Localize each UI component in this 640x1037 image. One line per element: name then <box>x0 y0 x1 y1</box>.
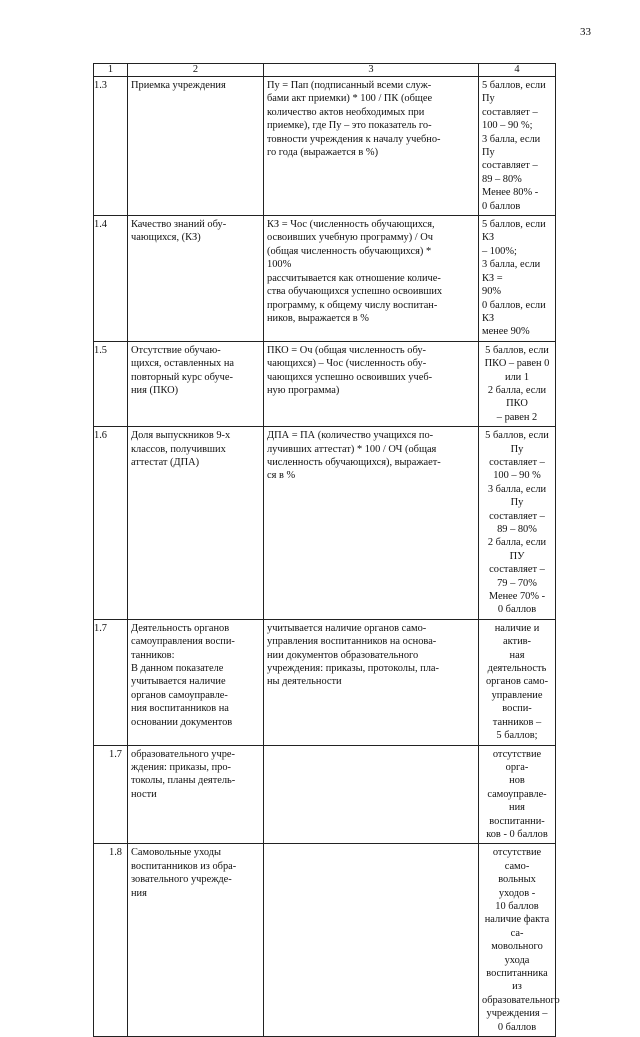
column-header: 2 <box>128 64 264 77</box>
table-row <box>94 77 556 216</box>
score-criteria: отсутствие само- вольных уходов - 10 баллов наличие факта са- мовольного ухода воспитанника из образовательного учреждения – 0 баллов <box>479 844 556 1037</box>
indicator-name: образовательного учре- ждения: приказы, про- токолы, планы деятель- ности <box>128 745 264 844</box>
table-header-row <box>94 64 556 77</box>
calculation-method <box>264 844 479 1037</box>
row-number: 1.7 <box>94 745 128 844</box>
indicator-name: Отсутствие обучаю- щихся, оставленных на повторный курс обуче- ния (ПКО) <box>128 341 264 426</box>
table-row <box>94 619 556 745</box>
row-number: 1.3 <box>94 77 128 216</box>
score-criteria: отсутствие орга- нов самоуправле- ния воспитанни- ков - 0 баллов <box>479 745 556 844</box>
indicator-name: Доля выпускников 9-х классов, получивших аттестат (ДПА) <box>128 427 264 620</box>
row-number: 1.6 <box>94 427 128 620</box>
indicator-name: Приемка учреждения <box>128 77 264 216</box>
calculation-method: ДПА = ПА (количество учащихся по- лучивших аттестат) * 100 / ОЧ (общая численность обучающихся), выражает- ся в % <box>264 427 479 620</box>
indicator-name: Качество знаний обу- чающихся, (КЗ) <box>128 216 264 342</box>
calculation-method <box>264 745 479 844</box>
column-header: 3 <box>264 64 479 77</box>
score-criteria: 5 баллов, если Пу составляет – 100 – 90 %; 3 балла, если Пу составляет – 89 – 80% Менее 80% - 0 баллов <box>479 77 556 216</box>
column-header: 1 <box>94 64 128 77</box>
table-row <box>94 216 556 342</box>
table-row <box>94 341 556 426</box>
row-number: 1.7 <box>94 619 128 745</box>
row-number: 1.8 <box>94 844 128 1037</box>
calculation-method: Пу = Пап (подписанный всеми служ- бами акт приемки) * 100 / ПК (общее количество актов необходимых при приемке), где Пу – это показатель го- товности учреждения к началу учебно- го года (выражается в %) <box>264 77 479 216</box>
score-criteria: наличие и актив- ная деятельность органов само- управление воспи- танников – 5 баллов; <box>479 619 556 745</box>
indicator-name: Самовольные уходы воспитанников из обра- зовательного учрежде- ния <box>128 844 264 1037</box>
row-number: 1.4 <box>94 216 128 342</box>
table-row <box>94 745 556 844</box>
column-header: 4 <box>479 64 556 77</box>
table-row <box>94 427 556 620</box>
indicator-name: Деятельность органов самоуправления воспи- танников: В данном показателе учитывается наличие органов самоуправле- ния воспитанников на основании документов <box>128 619 264 745</box>
calculation-method: учитывается наличие органов само- управления воспитанников на основа- нии документов образовательного учреждения: приказы, протоколы, пла- ны деятельности <box>264 619 479 745</box>
row-number: 1.5 <box>94 341 128 426</box>
score-criteria: 5 баллов, если ПКО – равен 0 или 1 2 балла, если ПКО – равен 2 <box>479 341 556 426</box>
score-criteria: 5 баллов, если КЗ – 100%; 3 балла, если КЗ = 90% 0 баллов, если КЗ менее 90% <box>479 216 556 342</box>
criteria-table <box>93 63 560 1037</box>
table-row <box>94 844 556 1037</box>
page-number: 33 <box>580 26 591 38</box>
calculation-method: КЗ = Чос (численность обучающихся, освоивших учебную программу) / Оч (общая численность обучающихся) * 100% рассчитывается как отношение количе- ства обучающихся успешно освоивших программу, к общему числу воспитан- ников, выражается в % <box>264 216 479 342</box>
score-criteria: 5 баллов, если Пу составляет – 100 – 90 % 3 балла, если Пу составляет – 89 – 80% 2 балла, если ПУ составляет – 79 – 70% Менее 70% - 0 баллов <box>479 427 556 620</box>
calculation-method: ПКО = Оч (общая численность обу- чающихся) – Чос (численность обу- чающихся успешно освоивших учеб- ную программа) <box>264 341 479 426</box>
